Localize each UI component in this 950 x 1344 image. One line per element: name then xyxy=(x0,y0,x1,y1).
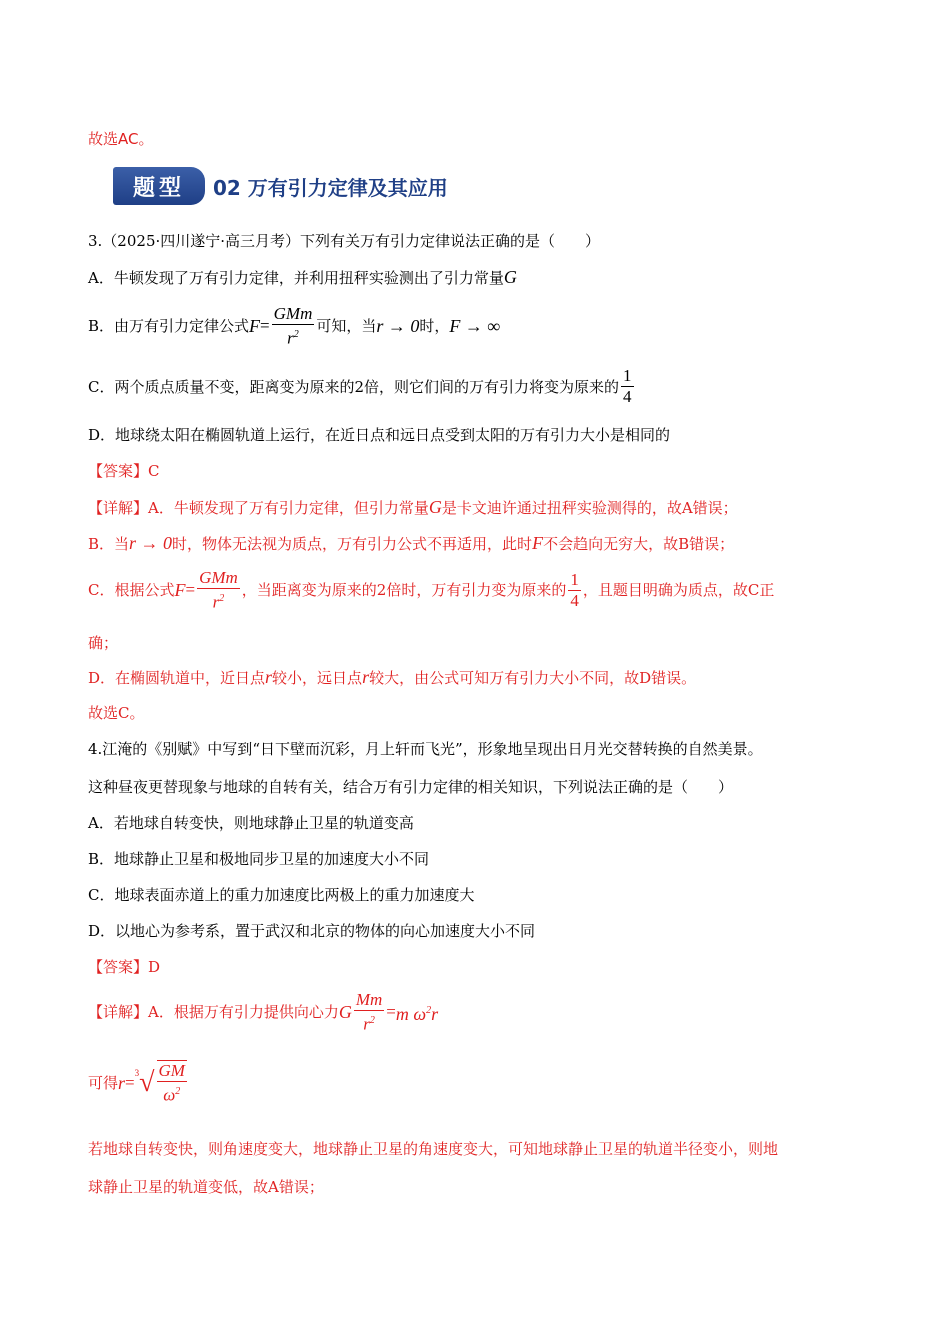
q3-option-c xyxy=(88,366,636,407)
fraction-mm-r2 xyxy=(354,990,384,1035)
var-r: r xyxy=(118,1072,126,1093)
q3-explain-c-cont: 确； xyxy=(88,634,119,652)
section-banner xyxy=(113,166,448,206)
q4-option-d: D．以地心为参考系，置于武汉和北京的物体的向心加速度大小不同 xyxy=(88,922,536,940)
var-g: G xyxy=(503,267,517,287)
q4-stem-2: 这种昼夜更替现象与地球的自转有关，结合万有引力定律的相关知识，下列说法正确的是（ ） xyxy=(88,778,734,796)
q3-option-b xyxy=(88,304,500,349)
explain-c-post: ，且题目明确为质点，故C正 xyxy=(582,581,775,600)
numerator: 1 xyxy=(570,569,579,589)
denominator xyxy=(163,1082,180,1106)
equals: = xyxy=(260,316,270,336)
var-r: r xyxy=(265,667,273,687)
q3-option-b-pre: B．由万有引力定律公式 xyxy=(88,317,250,336)
q3-option-a-text: A．牛顿发现了万有引力定律，并利用扭秤实验测出了引力常量 xyxy=(88,269,504,287)
exponent: 2 xyxy=(293,329,299,340)
q3-stem: 3.（2025·四川遂宁·高三月考）下列有关万有引力定律说法正确的是（ ） xyxy=(88,232,601,250)
explain-d-pre: D．在椭圆轨道中，近日点 xyxy=(88,669,266,687)
explain-a-post: 是卡文迪许通过扭秤实验测得的，故A错误； xyxy=(441,499,738,517)
explain-a-text: 【详解】A．根据万有引力提供向心力 xyxy=(88,1003,339,1022)
q4-option-a: A．若地球自转变快，则地球静止卫星的轨道变高 xyxy=(88,814,414,832)
q4-option-b: B．地球静止卫星和极地同步卫星的加速度大小不同 xyxy=(88,850,430,868)
explain-b-mid: 时，物体无法视为质点，万有引力公式不再适用，此时 xyxy=(172,535,533,553)
fraction-one-quarter xyxy=(568,570,581,611)
var-r: r xyxy=(431,1003,439,1024)
fraction-gmm-r2 xyxy=(272,304,315,349)
exponent: 2 xyxy=(175,1086,181,1097)
explain-d-mid: 较小，远日点 xyxy=(272,669,363,687)
q3-explain-a xyxy=(88,496,738,519)
explain-d-post: 较大，由公式可知万有引力大小不同，故D错误。 xyxy=(369,669,697,687)
denominator-r: r xyxy=(363,1014,370,1034)
exponent: 2 xyxy=(426,1004,432,1016)
q3-option-c-text: C．两个质点质量不变，距离变为原来的2倍，则它们间的万有引力将变为原来的 xyxy=(88,377,620,396)
var-g: G xyxy=(338,1002,352,1023)
exponent: 2 xyxy=(219,593,225,604)
denominator-r: r xyxy=(212,592,220,612)
result-f-inf: F → ∞ xyxy=(449,316,501,337)
q4-explain-line1: 若地球自转变快，则角速度变大，地球静止卫星的角速度变大，可知地球静止卫星的轨道半径变小，则地 xyxy=(88,1140,779,1158)
denominator xyxy=(213,589,225,613)
explain-get-text: 可得 xyxy=(88,1073,119,1092)
q3-option-d: D．地球绕太阳在椭圆轨道上运行，在近日点和远日点受到太阳的万有引力大小是相同的 xyxy=(88,426,671,444)
numerator: GM xyxy=(158,1061,185,1080)
explain-a-pre: 【详解】A．牛顿发现了万有引力定律，但引力常量 xyxy=(88,499,429,517)
q3-option-a xyxy=(88,266,517,289)
var-f: F xyxy=(532,533,544,553)
denominator: 4 xyxy=(623,387,632,406)
explain-c-pre: C．根据公式 xyxy=(88,581,175,600)
denominator xyxy=(363,1011,375,1035)
numerator: 1 xyxy=(623,366,632,385)
explain-c-mid: ，当距离变为原来的2倍时，万有引力变为原来的 xyxy=(241,581,567,600)
explain-b-pre: B．当 xyxy=(88,535,130,553)
q4-answer: 【答案】D xyxy=(88,958,161,976)
denominator-r: r xyxy=(287,328,294,348)
equals: = xyxy=(125,1072,135,1092)
numerator: Mm xyxy=(355,990,383,1009)
q4-option-c: C．地球表面赤道上的重力加速度比两极上的重力加速度大 xyxy=(88,886,475,904)
denominator-omega: ω xyxy=(163,1085,176,1105)
numerator: GMm xyxy=(273,304,313,323)
q4-explain-a xyxy=(88,990,438,1035)
exponent: 2 xyxy=(369,1015,375,1026)
var-r: r xyxy=(362,667,370,687)
m-omega: m ω xyxy=(395,1003,427,1024)
radical-icon: √ xyxy=(139,1066,155,1098)
q4-stem-1: 4.江淹的《别赋》中写到“日下壁而沉彩，月上轩而飞光”，形象地呈现出日月光交替转换的自然美景。 xyxy=(88,740,763,758)
cube-root xyxy=(135,1060,189,1106)
section-badge: 题型 xyxy=(113,167,205,205)
explain-b-post: 不会趋向无穷大，故B错误； xyxy=(543,535,735,553)
q3-option-b-post: 时， xyxy=(419,317,450,336)
var-f: F xyxy=(249,316,261,337)
q4-explain-line2: 球静止卫星的轨道变低，故A错误； xyxy=(88,1178,324,1196)
cond-r-to-0: r → 0 xyxy=(376,316,420,337)
denominator xyxy=(287,325,299,349)
var-f: F xyxy=(174,580,186,601)
fraction-gm-omega2 xyxy=(157,1060,187,1106)
q3-explain-d xyxy=(88,666,696,689)
q3-explain-c xyxy=(88,568,774,613)
q3-answer: 【答案】C xyxy=(88,462,160,480)
equals: = xyxy=(185,580,196,600)
fraction-one-quarter xyxy=(621,366,634,407)
root-index: 3 xyxy=(134,1068,140,1078)
q3-final: 故选C。 xyxy=(88,704,145,722)
q3-explain-b xyxy=(88,532,734,555)
fraction-gmm-r2 xyxy=(197,568,240,613)
denominator: 4 xyxy=(570,590,579,610)
equals: = xyxy=(386,1002,396,1022)
section-title: 02 万有引力定律及其应用 xyxy=(213,175,448,200)
q3-option-b-mid: 可知，当 xyxy=(316,317,377,336)
prev-answer-tail: 故选AC。 xyxy=(88,130,154,148)
cond-r-to-0: r → 0 xyxy=(129,533,173,553)
q4-explain-derive xyxy=(88,1060,189,1106)
numerator: GMm xyxy=(199,568,238,587)
m-omega-sq-r xyxy=(396,1000,438,1025)
var-g: G xyxy=(428,497,442,517)
